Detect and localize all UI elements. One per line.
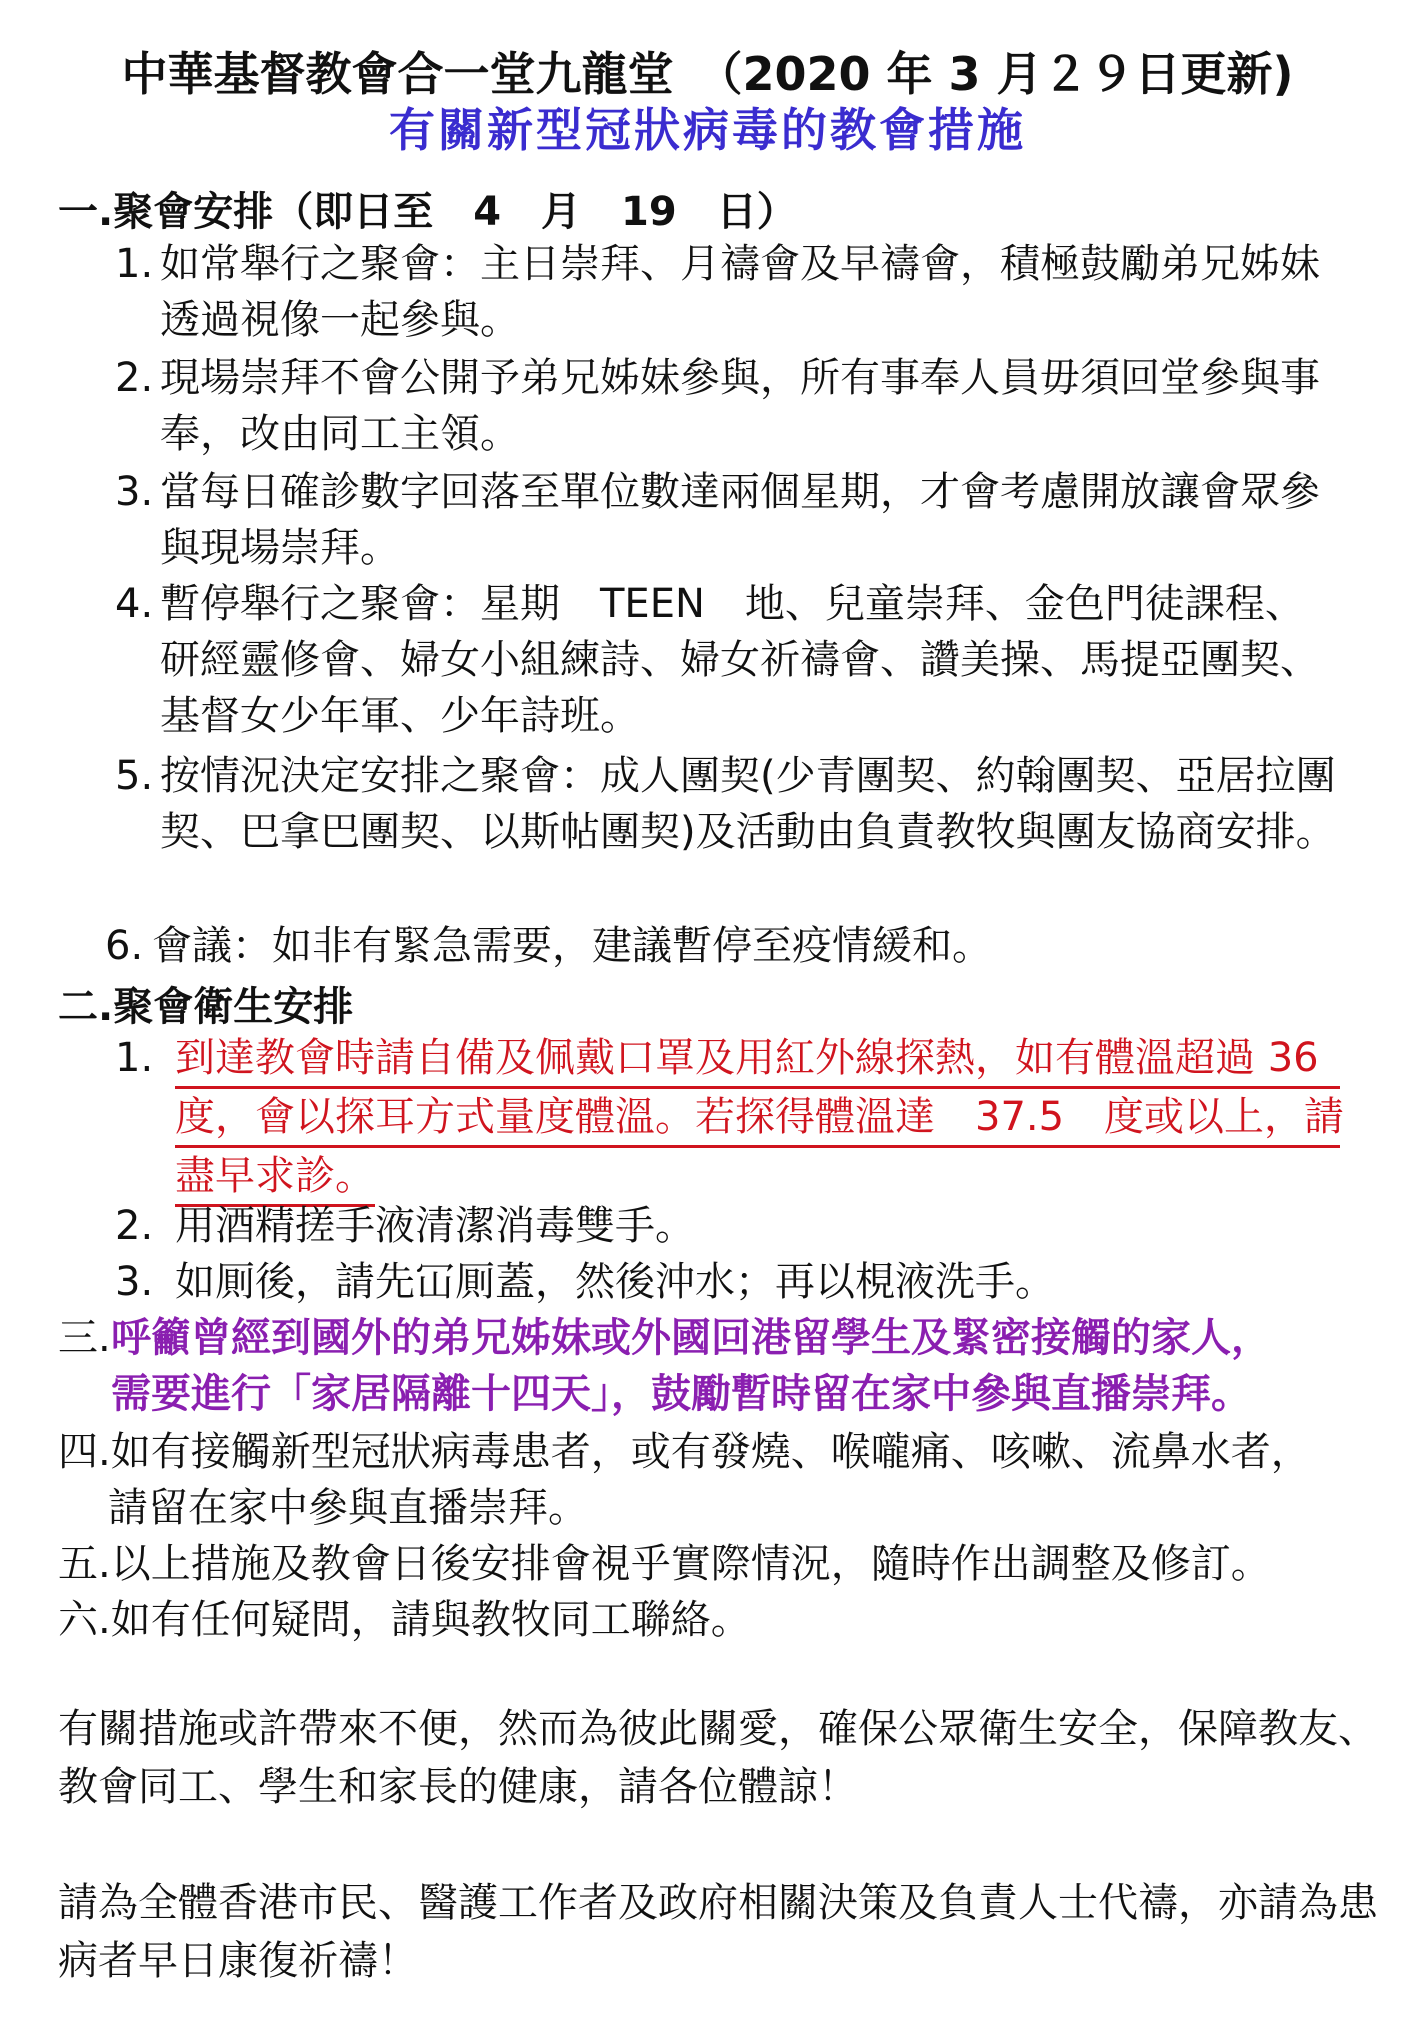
item-number: 6.	[105, 923, 144, 969]
item-text: 會議：如非有緊急需要，建議暫停至疫情緩和。	[152, 923, 992, 969]
section2-heading: 二.聚會衛生安排	[58, 984, 354, 1030]
item-text: 當每日確診數字回落至單位數達兩個星期，才會考慮開放讓會眾參與現場崇拜。	[160, 469, 1320, 571]
item-number: 3.	[115, 1259, 154, 1305]
closing-paragraph-2: 請為全體香港市民、醫護工作者及政府相關決策及負責人士代禱，亦請為患病者早日康復祈禱！	[58, 1880, 1378, 1984]
document-subtitle: 有關新型冠狀病毒的教會措施	[389, 103, 1026, 157]
section1-heading: 一.聚會安排（即日至 4 月 19 日）	[58, 189, 797, 235]
section3-line2: 需要進行「家居隔離十四天」，鼓勵暫時留在家中參與直播崇拜。	[111, 1371, 1251, 1417]
section6: 六.如有任何疑問，請與教牧同工聯絡。	[58, 1597, 751, 1643]
item-text: 用酒精搓手液清潔消毒雙手。	[175, 1203, 695, 1249]
warning-line: 度，會以探耳方式量度體溫。若探得體溫達 37.5 度或以上，請	[175, 1089, 1340, 1148]
item-number: 1.	[115, 1035, 154, 1081]
item-text: 如常舉行之聚會：主日崇拜、月禱會及早禱會，積極鼓勵弟兄姊妹透過視像一起參與。	[160, 241, 1320, 343]
item-text: 現場崇拜不會公開予弟兄姊妹參與，所有事奉人員毋須回堂參與事奉，改由同工主領。	[160, 355, 1320, 457]
item-number: 2.	[115, 355, 154, 401]
warning-line: 盡早求診。	[175, 1148, 375, 1207]
item-number: 5.	[115, 753, 154, 799]
item-number: 4.	[115, 581, 154, 627]
section5: 五.以上措施及教會日後安排會視乎實際情況，隨時作出調整及修訂。	[58, 1541, 1271, 1587]
section4-line1: 四.如有接觸新型冠狀病毒患者，或有發燒、喉嚨痛、咳嗽、流鼻水者，	[58, 1429, 1311, 1475]
section3-line1: 呼籲曾經到國外的弟兄姊妹或外國回港留學生及緊密接觸的家人，	[111, 1315, 1271, 1361]
item-text: 按情況決定安排之聚會：成人團契(少青團契、約翰團契、亞居拉團契、巴拿巴團契、以斯帖團契)及活動由負責教牧與團友協商安排。	[160, 753, 1336, 855]
item-text: 如厠後，請先冚厠蓋，然後沖水；再以梘液洗手。	[175, 1259, 1055, 1305]
item-text: 暫停舉行之聚會：星期 TEEN 地、兒童崇拜、金色門徒課程、研經靈修會、婦女小組練詩、婦女祈禱會、讚美操、馬提亞團契、基督女少年軍、少年詩班。	[160, 581, 1320, 739]
closing-paragraph-1: 有關措施或許帶來不便，然而為彼此關愛，確保公眾衛生安全，保障教友、教會同工、學生和家長的健康，請各位體諒！	[58, 1706, 1378, 1810]
section3-number: 三.	[58, 1315, 111, 1361]
item-number: 3.	[115, 469, 154, 515]
document-title: 中華基督教會合一堂九龍堂 （2020 年 3 月２９日更新)	[121, 47, 1294, 101]
item-text-warning	[175, 1030, 1345, 1207]
item-number: 2.	[115, 1203, 154, 1249]
item-number: 1.	[115, 241, 154, 287]
warning-line: 到達教會時請自備及佩戴口罩及用紅外線探熱，如有體溫超過 36	[175, 1030, 1340, 1089]
section4-line2: 請留在家中參與直播崇拜。	[108, 1485, 588, 1531]
